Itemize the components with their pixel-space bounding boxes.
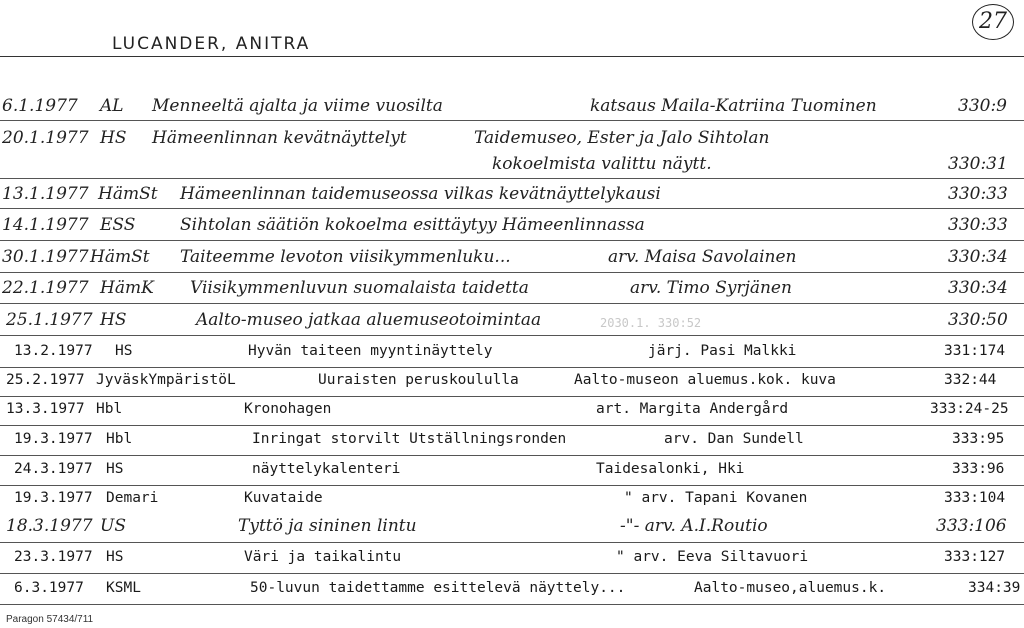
entry-title: Viisikymmenluvun suomalaista taidetta: [190, 278, 529, 298]
row-rule: [0, 335, 1024, 336]
list-item: [0, 490, 1024, 512]
entry-title: Hämeenlinnan kevätnäyttelyt: [152, 128, 407, 148]
entry-title: Kuvataide: [244, 490, 323, 506]
entry-ref: 330:9: [958, 96, 1007, 116]
entry-date: 6.3.1977: [14, 580, 84, 596]
row-rule: [0, 240, 1024, 241]
entry-date: 30.1.1977: [2, 247, 89, 267]
entry-title: 50-luvun taidettamme esittelevä näyttely...: [250, 580, 626, 596]
row-rule: [0, 542, 1024, 543]
list-item: [0, 343, 1024, 365]
list-item: [0, 184, 1024, 206]
header-rule: [0, 56, 1024, 57]
entry-ref: 333:96: [952, 461, 1005, 477]
entry-ref: 333:104: [944, 490, 1006, 506]
entry-date: 14.1.1977: [2, 215, 89, 235]
entry-title: Taiteemme levoton viisikymmenluku...: [180, 247, 511, 267]
row-rule: [0, 208, 1024, 209]
entry-source: AL: [100, 96, 124, 116]
entry-note: Taidemuseo, Ester ja Jalo Sihtolan: [474, 128, 770, 148]
list-item: [0, 247, 1024, 269]
row-rule: [0, 303, 1024, 304]
entry-date: 6.1.1977: [2, 96, 78, 116]
entry-note: kokoelmista valittu näytt.: [492, 154, 712, 174]
entry-ref: 331:174: [944, 343, 1006, 359]
entry-date: 18.3.1977: [6, 516, 93, 536]
row-rule: [0, 455, 1024, 456]
entry-date: 19.3.1977: [14, 490, 93, 506]
entry-source: HS: [100, 128, 127, 148]
entry-title: Menneeltä ajalta ja viime vuosilta: [152, 96, 443, 116]
entry-title: Aalto-museo jatkaa aluemuseotoimintaa: [196, 310, 542, 330]
entry-title: Tyttö ja sininen lintu: [238, 516, 417, 536]
row-rule: [0, 272, 1024, 273]
list-item: [0, 372, 1024, 394]
faded-overprint: 2030.1. 330:52: [600, 316, 702, 330]
entry-date: 20.1.1977: [2, 128, 89, 148]
entry-ref: 330:33: [948, 184, 1008, 204]
entry-title: Kronohagen: [244, 401, 332, 417]
entry-note: " arv. Tapani Kovanen: [624, 490, 808, 506]
entry-date: 22.1.1977: [2, 278, 89, 298]
list-item: [0, 310, 1024, 332]
entry-source: Hbl: [106, 431, 133, 447]
row-rule: [0, 573, 1024, 574]
row-rule: [0, 120, 1024, 121]
entry-ref: 333:95: [952, 431, 1005, 447]
entry-note: Aalto-museo,aluemus.k.: [694, 580, 887, 596]
entry-date: 25.2.1977: [6, 372, 85, 388]
row-rule: [0, 396, 1024, 397]
entry-date: 25.1.1977: [6, 310, 93, 330]
entry-title: Hämeenlinnan taidemuseossa vilkas kevätnäyttelykausi: [180, 184, 661, 204]
row-rule: [0, 367, 1024, 368]
entry-date: 13.3.1977: [6, 401, 85, 417]
entry-ref: 330:34: [948, 278, 1008, 298]
entry-date: 24.3.1977: [14, 461, 93, 477]
entry-source: HS: [106, 549, 124, 565]
entry-title: Uuraisten peruskoululla: [318, 372, 519, 388]
entry-title: näyttelykalenteri: [252, 461, 401, 477]
list-item: [0, 278, 1024, 300]
entry-title: Inringat storvilt Utställningsronden: [252, 431, 567, 447]
row-rule: [0, 604, 1024, 605]
card-name: LUCANDER, ANITRA: [112, 34, 311, 54]
entry-source: HS: [115, 343, 133, 359]
entry-date: 23.3.1977: [14, 549, 93, 565]
entry-note: arv. Timo Syrjänen: [630, 278, 792, 298]
entry-source: KSML: [106, 580, 141, 596]
entry-ref: 330:33: [948, 215, 1008, 235]
row-rule: [0, 425, 1024, 426]
entry-ref: 332:44: [944, 372, 997, 388]
entry-note: art. Margita Andergård: [596, 401, 789, 417]
entry-source: HämSt: [90, 247, 150, 267]
list-item: [0, 580, 1024, 602]
entry-ref: 330:50: [948, 310, 1008, 330]
entry-source: HämK: [100, 278, 154, 298]
entry-title: Sihtolan säätiön kokoelma esittäytyy Hämeenlinnassa: [180, 215, 645, 235]
entry-source: ESS: [100, 215, 136, 235]
entry-note: katsaus Maila-Katriina Tuominen: [590, 96, 877, 116]
entry-source: Hbl: [96, 401, 123, 417]
entry-ref: 330:34: [948, 247, 1008, 267]
entry-source: Demari: [106, 490, 159, 506]
entry-ref: 330:31: [948, 154, 1008, 174]
entry-ref: 333:106: [936, 516, 1007, 536]
row-rule: [0, 485, 1024, 486]
list-item: [0, 549, 1024, 571]
entry-title: Väri ja taikalintu: [244, 549, 402, 565]
entry-note: -"- arv. A.I.Routio: [620, 516, 768, 536]
list-item: [0, 128, 1024, 150]
list-item: [0, 215, 1024, 237]
entry-source: JyväskYmpäristöL: [96, 372, 236, 388]
list-item: [0, 461, 1024, 483]
entry-source: HämSt: [98, 184, 158, 204]
entry-source: US: [100, 516, 126, 536]
entry-note: arv. Maisa Savolainen: [608, 247, 797, 267]
entry-ref: 333:24-25: [930, 401, 1009, 417]
row-rule: [0, 178, 1024, 179]
entry-ref: 333:127: [944, 549, 1006, 565]
entry-source: HS: [100, 310, 127, 330]
entry-source: HS: [106, 461, 124, 477]
entry-date: 13.2.1977: [14, 343, 93, 359]
list-item: [0, 154, 1024, 176]
entry-title: Hyvän taiteen myyntinäyttely: [248, 343, 493, 359]
list-item: [0, 431, 1024, 453]
entry-ref: 334:39: [968, 580, 1021, 596]
card-number: 27: [972, 4, 1014, 40]
entry-date: 13.1.1977: [2, 184, 89, 204]
list-item: [0, 401, 1024, 423]
list-item: [0, 96, 1024, 118]
entry-note: arv. Dan Sundell: [664, 431, 804, 447]
entry-note: Aalto-museon aluemus.kok. kuva: [574, 372, 836, 388]
card-footer: Paragon 57434/711: [6, 614, 94, 625]
entry-note: " arv. Eeva Siltavuori: [616, 549, 809, 565]
list-item: [0, 516, 1024, 538]
entry-note: Taidesalonki, Hki: [596, 461, 745, 477]
entry-note: järj. Pasi Malkki: [648, 343, 797, 359]
entry-date: 19.3.1977: [14, 431, 93, 447]
